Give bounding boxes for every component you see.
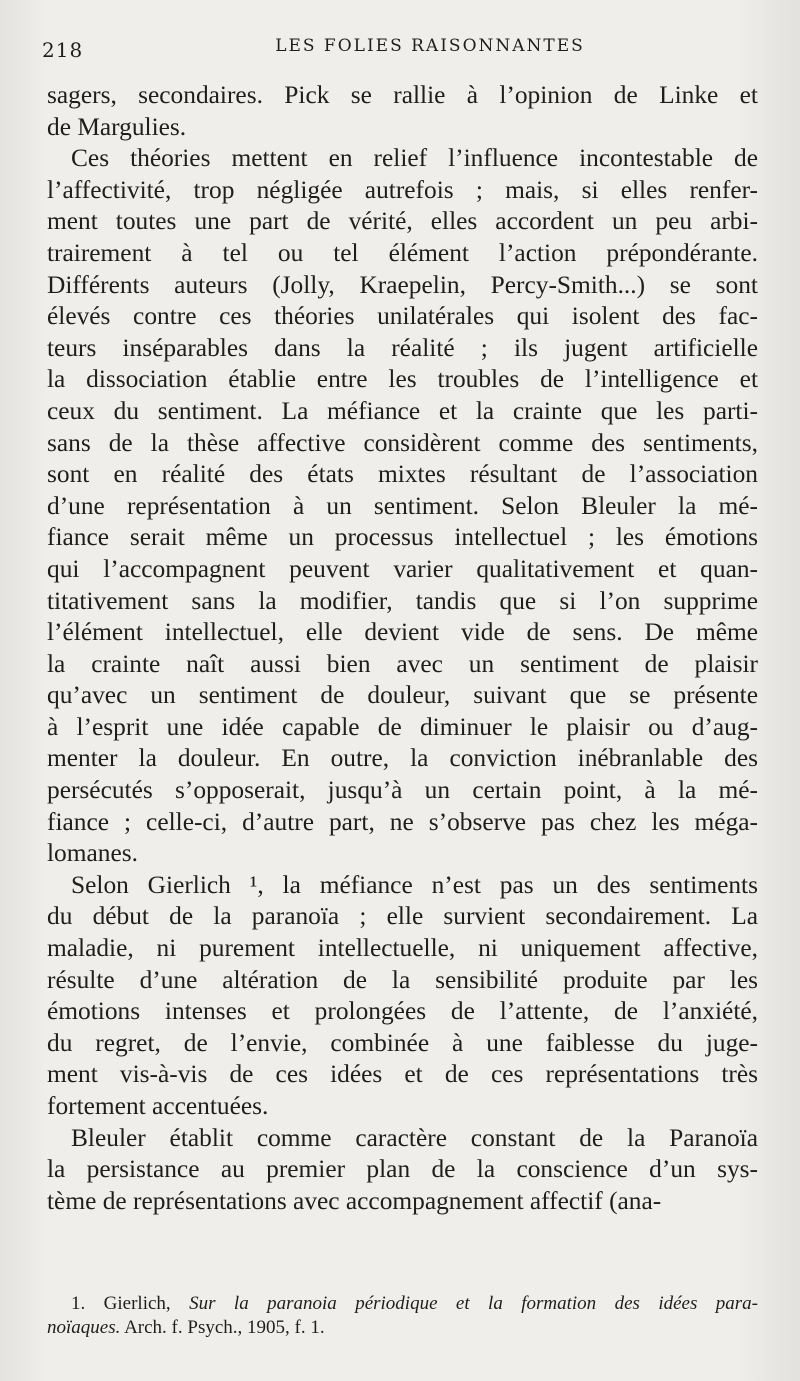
text-line: sans de la thèse affective considèrent comme des sentiments,: [47, 428, 758, 457]
text-line: la crainte naît aussi bien avec un sentiment de plaisir: [47, 649, 758, 678]
text-line: à l’esprit une idée capable de diminuer le plaisir ou d’aug-: [47, 712, 758, 741]
paragraph: [47, 870, 758, 1123]
text-line: du début de la paranoïa ; elle survient secondairement. La: [47, 902, 758, 931]
footnote-line: [47, 1292, 758, 1316]
text-line: menter la douleur. En outre, la conviction inébranlable des: [47, 744, 758, 773]
text-line: ment toutes une part de vérité, elles accordent un peu arbi-: [47, 207, 758, 236]
text-line: fortement accentuées.: [47, 1092, 269, 1120]
text-line: fiance serait même un processus intellectuel ; les émotions: [47, 523, 758, 552]
text-line: maladie, ni purement intellectuelle, ni uniquement affective,: [47, 934, 758, 963]
text-line: sont en réalité des états mixtes résultant de l’association: [47, 460, 758, 489]
text-line: Bleuler établit comme caractère constant de la Paranoïa: [71, 1123, 758, 1152]
text-line: Ces théories mettent en relief l’influence incontestable de: [71, 144, 758, 173]
text-line: du regret, de l’envie, combinée à une faiblesse du juge-: [47, 1028, 758, 1057]
text-line: ceux du sentiment. La méfiance et la crainte que les parti-: [47, 396, 758, 425]
text-line: l’affectivité, trop négligée autrefois ; mais, si elles renfer-: [47, 175, 758, 204]
text-line: tème de représentations avec accompagnement affectif (ana-: [47, 1186, 662, 1215]
text-line: émotions intenses et prolongées de l’attente, de l’anxiété,: [47, 997, 758, 1026]
page-header: [40, 34, 760, 64]
text-line: teurs inséparables dans la réalité ; ils jugent artificielle: [47, 333, 758, 362]
text-line: ment vis-à-vis de ces idées et de ces représentations très: [47, 1060, 758, 1089]
footnote-author: Gierlich,: [103, 1293, 171, 1314]
text-line: d’une représentation à un sentiment. Selon Bleuler la mé-: [47, 491, 758, 520]
paragraph: [47, 1123, 758, 1218]
body-text: [47, 80, 758, 1217]
text-line: sagers, secondaires. Pick se rallie à l’opinion de Linke et: [47, 81, 758, 109]
running-head: LES FOLIES RAISONNANTES: [275, 36, 585, 56]
footnote-title-1: Sur la paranoia périodique et la formation des idées para-: [189, 1293, 759, 1314]
paragraph: [47, 143, 758, 870]
text-line: titativement sans la modifier, tandis que si l’on supprime: [47, 586, 758, 615]
text-line: de Margulies.: [47, 112, 187, 141]
text-line: trairement à tel ou tel élément l’action prépondérante.: [47, 238, 758, 267]
text-line: résulte d’une altération de la sensibilité produite par les: [47, 965, 758, 994]
footnote-source: Arch. f. Psych., 1905, f. 1.: [124, 1317, 325, 1338]
footnote-marker: 1.: [71, 1293, 86, 1314]
text-line: Selon Gierlich ¹, la méfiance n’est pas un des sentiments: [71, 870, 758, 899]
text-line: Différents auteurs (Jolly, Kraepelin, Percy-Smith...) se sont: [47, 270, 758, 299]
text-line: élevés contre ces théories unilatérales qui isolent des fac-: [47, 302, 758, 331]
text-line: fiance ; celle-ci, d’autre part, ne s’observe pas chez les méga-: [47, 807, 758, 836]
footnote: [47, 1292, 758, 1340]
footnote-line: [47, 1316, 758, 1340]
page-number: 218: [42, 38, 84, 62]
text-line: l’élément intellectuel, elle devient vide de sens. De même: [47, 618, 758, 647]
text-line: qu’avec un sentiment de douleur, suivant que se présente: [47, 681, 758, 710]
text-line: persécutés s’opposerait, jusqu’à un certain point, à la mé-: [47, 776, 758, 805]
text-line: la persistance au premier plan de la conscience d’un sys-: [47, 1155, 758, 1184]
text-line: lomanes.: [47, 839, 138, 868]
footnote-title-2: noïaques.: [47, 1317, 121, 1338]
paragraph: [47, 80, 758, 143]
text-line: qui l’accompagnent peuvent varier qualitativement et quan-: [47, 554, 758, 583]
text-line: la dissociation établie entre les troubles de l’intelligence et: [47, 365, 758, 394]
